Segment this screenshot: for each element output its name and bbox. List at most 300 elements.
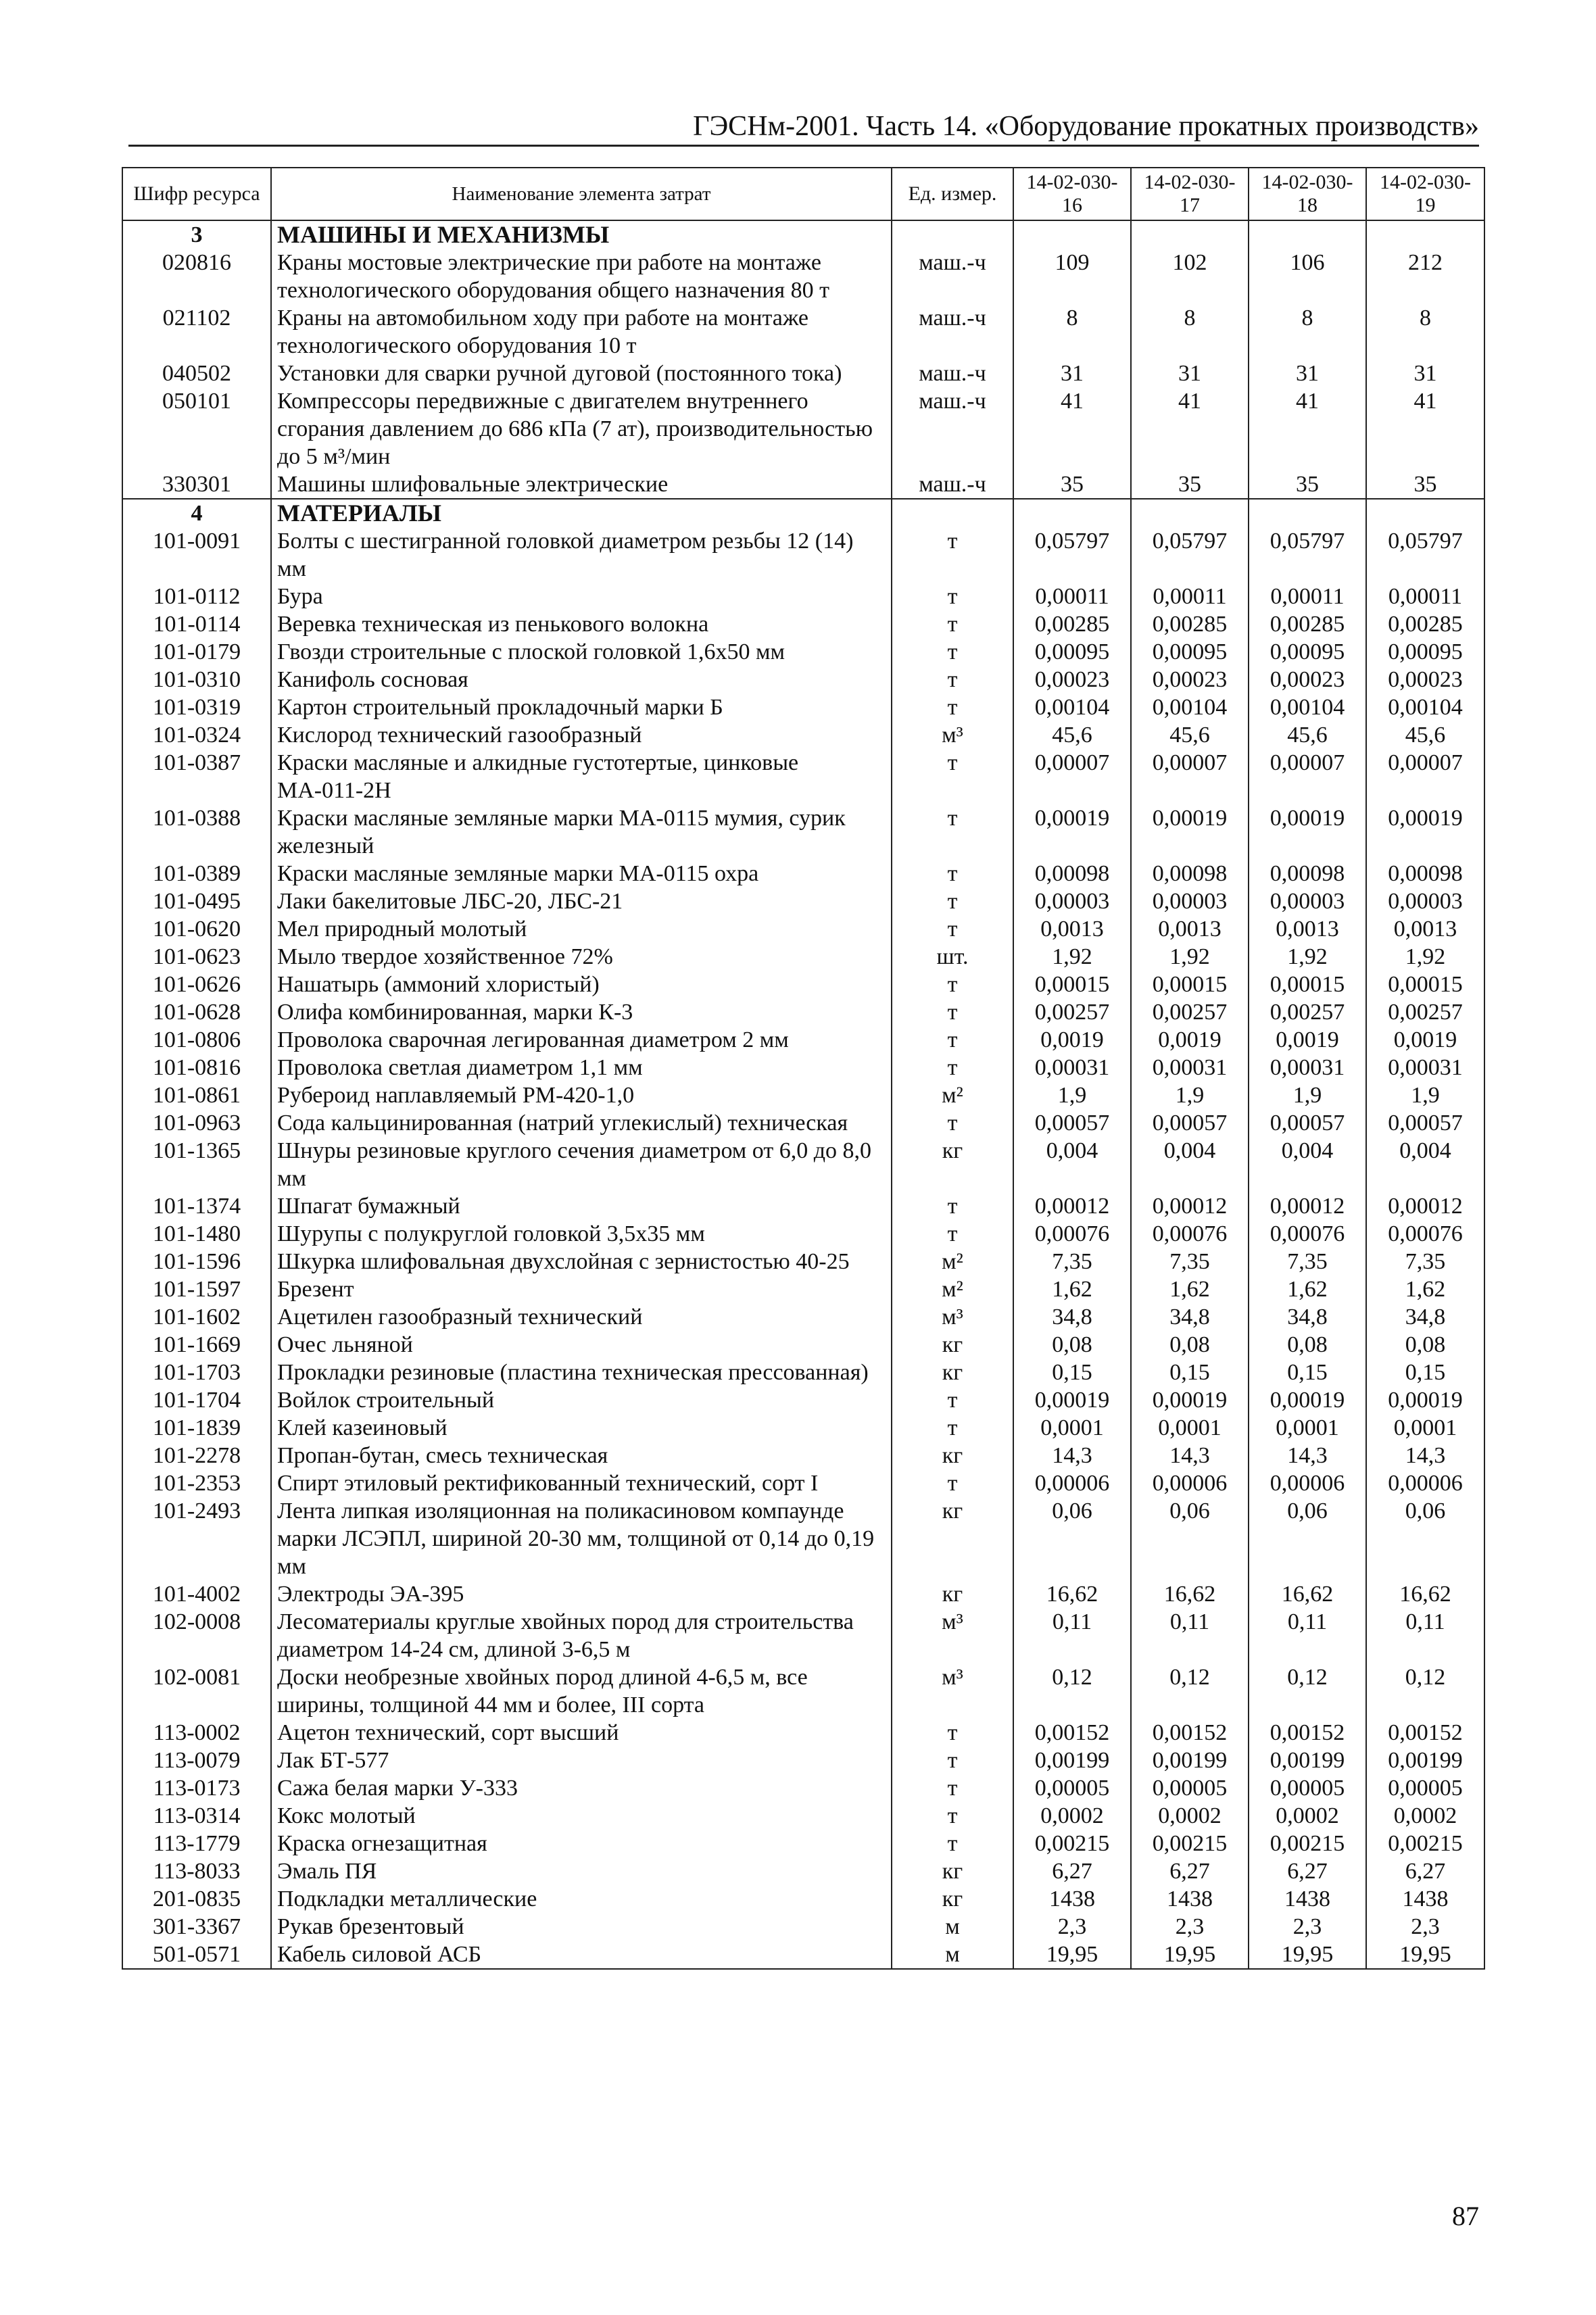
value-col2: 0,12 (1131, 1663, 1249, 1719)
section-title: МАШИНЫ И МЕХАНИЗМЫ (271, 220, 892, 249)
value-col4: 0,05797 (1366, 527, 1484, 583)
value-col1: 0,00104 (1013, 693, 1131, 721)
table-row (122, 1414, 1484, 1442)
resource-name: Ацетон технический, сорт высший (271, 1719, 892, 1747)
resource-name: Краны мостовые электрические при работе на монтаже технологического оборудования общего назначения 80 т (271, 249, 892, 304)
resource-name: Установки для сварки ручной дуговой (постоянного тока) (271, 360, 892, 387)
value-col4: 0,00007 (1366, 749, 1484, 804)
value-col3: 0,00019 (1249, 804, 1366, 860)
value-col1: 34,8 (1013, 1303, 1131, 1331)
value-col2: 0,0019 (1131, 1026, 1249, 1054)
header-name: Наименование элемента затрат (271, 168, 892, 220)
resource-name: Лента липкая изоляционная на поликасиновом компаунде марки ЛСЭПЛ, шириной 20-30 мм, толщиной от 0,14 до 0,19 мм (271, 1497, 892, 1580)
empty-cell (892, 220, 1013, 249)
table-row (122, 304, 1484, 360)
table-row (122, 693, 1484, 721)
table-row (122, 1830, 1484, 1857)
resource-code: 501-0571 (122, 1941, 271, 1969)
value-col1: 31 (1013, 360, 1131, 387)
value-col3: 41 (1249, 387, 1366, 470)
value-col4: 1438 (1366, 1885, 1484, 1913)
value-col2: 34,8 (1131, 1303, 1249, 1331)
value-col3: 0,05797 (1249, 527, 1366, 583)
table-row (122, 860, 1484, 887)
header-col3: 14-02-030-18 (1249, 168, 1366, 220)
resource-name: Прокладки резиновые (пластина техническая прессованная) (271, 1359, 892, 1386)
value-col1: 0,004 (1013, 1137, 1131, 1192)
value-col1: 0,0001 (1013, 1414, 1131, 1442)
value-col2: 19,95 (1131, 1941, 1249, 1969)
resource-code: 020816 (122, 249, 271, 304)
table-row (122, 998, 1484, 1026)
value-col4: 0,00019 (1366, 804, 1484, 860)
resource-name: Ацетилен газообразный технический (271, 1303, 892, 1331)
resource-unit: м (892, 1913, 1013, 1941)
value-col3: 0,00098 (1249, 860, 1366, 887)
value-col4: 31 (1366, 360, 1484, 387)
resource-name: Мыло твердое хозяйственное 72% (271, 943, 892, 971)
value-col2: 0,00152 (1131, 1719, 1249, 1747)
value-col2: 1,62 (1131, 1275, 1249, 1303)
value-col1: 16,62 (1013, 1580, 1131, 1608)
table-row (122, 804, 1484, 860)
value-col3: 0,00104 (1249, 693, 1366, 721)
resource-name: Олифа комбинированная, марки К-3 (271, 998, 892, 1026)
resource-name: Болты с шестигранной головкой диаметром резьбы 12 (14) мм (271, 527, 892, 583)
value-col1: 0,0002 (1013, 1802, 1131, 1830)
page-header: ГЭСНм-2001. Часть 14. «Оборудование прокатных производств» (693, 111, 1479, 142)
value-col1: 0,00098 (1013, 860, 1131, 887)
resource-code: 330301 (122, 470, 271, 499)
resource-code: 113-0314 (122, 1802, 271, 1830)
value-col4: 8 (1366, 304, 1484, 360)
resource-unit: маш.-ч (892, 387, 1013, 470)
resource-name: Канифоль сосновая (271, 666, 892, 693)
value-col3: 0,15 (1249, 1359, 1366, 1386)
value-col2: 1438 (1131, 1885, 1249, 1913)
value-col2: 0,00031 (1131, 1054, 1249, 1081)
resource-unit: т (892, 693, 1013, 721)
resource-code: 101-0114 (122, 610, 271, 638)
value-col3: 0,0019 (1249, 1026, 1366, 1054)
table-row (122, 527, 1484, 583)
resource-unit: т (892, 1774, 1013, 1802)
resource-code: 101-0179 (122, 638, 271, 666)
value-col3: 0,00057 (1249, 1109, 1366, 1137)
resource-code: 101-0806 (122, 1026, 271, 1054)
table-row (122, 1359, 1484, 1386)
resource-unit: т (892, 1469, 1013, 1497)
value-col4: 0,0001 (1366, 1414, 1484, 1442)
value-col1: 7,35 (1013, 1248, 1131, 1275)
value-col1: 109 (1013, 249, 1131, 304)
value-col3: 0,00199 (1249, 1747, 1366, 1774)
resource-name: Войлок строительный (271, 1386, 892, 1414)
resource-code: 101-2278 (122, 1442, 271, 1469)
table-row (122, 1109, 1484, 1137)
resource-code: 101-2493 (122, 1497, 271, 1580)
section-title: МАТЕРИАЛЫ (271, 499, 892, 527)
value-col2: 0,00285 (1131, 610, 1249, 638)
value-col4: 0,00098 (1366, 860, 1484, 887)
resource-name: Картон строительный прокладочный марки Б (271, 693, 892, 721)
resource-unit: шт. (892, 943, 1013, 971)
empty-cell (1131, 220, 1249, 249)
resource-code: 101-1704 (122, 1386, 271, 1414)
value-col2: 0,00019 (1131, 804, 1249, 860)
value-col2: 0,0002 (1131, 1802, 1249, 1830)
table-row (122, 1275, 1484, 1303)
value-col4: 0,00076 (1366, 1220, 1484, 1248)
value-col1: 0,00015 (1013, 971, 1131, 998)
value-col1: 0,15 (1013, 1359, 1131, 1386)
resource-unit: т (892, 915, 1013, 943)
resource-unit: т (892, 1192, 1013, 1220)
value-col1: 0,00095 (1013, 638, 1131, 666)
resource-name: Краска огнезащитная (271, 1830, 892, 1857)
value-col2: 0,00015 (1131, 971, 1249, 998)
resource-code: 101-4002 (122, 1580, 271, 1608)
value-col1: 0,00011 (1013, 583, 1131, 610)
value-col3: 0,00006 (1249, 1469, 1366, 1497)
section-number: 3 (122, 220, 271, 249)
value-col4: 0,0013 (1366, 915, 1484, 943)
resource-unit: т (892, 887, 1013, 915)
resource-unit: т (892, 1109, 1013, 1137)
resource-name: Веревка техническая из пенькового волокна (271, 610, 892, 638)
value-col1: 0,00006 (1013, 1469, 1131, 1497)
value-col2: 8 (1131, 304, 1249, 360)
resource-name: Шпагат бумажный (271, 1192, 892, 1220)
resource-unit: т (892, 804, 1013, 860)
resource-table-container (122, 167, 1485, 1970)
value-col1: 2,3 (1013, 1913, 1131, 1941)
resource-name: Лесоматериалы круглые хвойных пород для строительства диаметром 14-24 см, длиной 3-6,5 м (271, 1608, 892, 1663)
value-col3: 7,35 (1249, 1248, 1366, 1275)
value-col3: 0,08 (1249, 1331, 1366, 1359)
resource-code: 101-0495 (122, 887, 271, 915)
resource-name: Нашатырь (аммоний хлористый) (271, 971, 892, 998)
value-col3: 45,6 (1249, 721, 1366, 749)
value-col4: 16,62 (1366, 1580, 1484, 1608)
resource-name: Подкладки металлические (271, 1885, 892, 1913)
value-col2: 0,00006 (1131, 1469, 1249, 1497)
value-col4: 0,00199 (1366, 1747, 1484, 1774)
empty-cell (1131, 499, 1249, 527)
header-code: Шифр ресурса (122, 168, 271, 220)
resource-unit: т (892, 971, 1013, 998)
table-row (122, 249, 1484, 304)
resource-unit: кг (892, 1442, 1013, 1469)
resource-unit: т (892, 1414, 1013, 1442)
value-col3: 0,00003 (1249, 887, 1366, 915)
value-col3: 0,00257 (1249, 998, 1366, 1026)
resource-unit: т (892, 1802, 1013, 1830)
value-col1: 0,05797 (1013, 527, 1131, 583)
value-col2: 45,6 (1131, 721, 1249, 749)
value-col1: 0,00012 (1013, 1192, 1131, 1220)
value-col1: 0,00005 (1013, 1774, 1131, 1802)
table-row (122, 387, 1484, 470)
resource-code: 101-1480 (122, 1220, 271, 1248)
resource-name: Лаки бакелитовые ЛБС-20, ЛБС-21 (271, 887, 892, 915)
resource-name: Рукав брезентовый (271, 1913, 892, 1941)
resource-name: Эмаль ПЯ (271, 1857, 892, 1885)
value-col4: 35 (1366, 470, 1484, 499)
value-col1: 0,00076 (1013, 1220, 1131, 1248)
table-row (122, 470, 1484, 499)
table-row (122, 1303, 1484, 1331)
value-col2: 14,3 (1131, 1442, 1249, 1469)
value-col4: 0,00057 (1366, 1109, 1484, 1137)
table-row (122, 1137, 1484, 1192)
resource-code: 101-0861 (122, 1081, 271, 1109)
value-col1: 0,00003 (1013, 887, 1131, 915)
section-row (122, 220, 1484, 249)
value-col2: 102 (1131, 249, 1249, 304)
value-col3: 34,8 (1249, 1303, 1366, 1331)
resource-name: Электроды ЭА-395 (271, 1580, 892, 1608)
value-col2: 0,00011 (1131, 583, 1249, 610)
resource-name: Спирт этиловый ректификованный технический, сорт I (271, 1469, 892, 1497)
table-row (122, 1442, 1484, 1469)
value-col4: 0,00012 (1366, 1192, 1484, 1220)
resource-unit: маш.-ч (892, 360, 1013, 387)
value-col2: 41 (1131, 387, 1249, 470)
table-row (122, 1802, 1484, 1830)
table-row (122, 1469, 1484, 1497)
resource-name: Краски масляные земляные марки МА-0115 охра (271, 860, 892, 887)
value-col4: 1,9 (1366, 1081, 1484, 1109)
value-col4: 0,00003 (1366, 887, 1484, 915)
value-col2: 0,0013 (1131, 915, 1249, 943)
resource-unit: т (892, 1054, 1013, 1081)
value-col1: 0,0013 (1013, 915, 1131, 943)
value-col3: 0,00095 (1249, 638, 1366, 666)
value-col4: 0,08 (1366, 1331, 1484, 1359)
resource-unit: м² (892, 1275, 1013, 1303)
resource-code: 101-0620 (122, 915, 271, 943)
resource-code: 101-0389 (122, 860, 271, 887)
table-row (122, 1026, 1484, 1054)
resource-code: 113-1779 (122, 1830, 271, 1857)
value-col4: 0,00257 (1366, 998, 1484, 1026)
resource-code: 101-0319 (122, 693, 271, 721)
table-body (122, 220, 1484, 1969)
resource-code: 050101 (122, 387, 271, 470)
value-col2: 0,08 (1131, 1331, 1249, 1359)
resource-name: Кабель силовой АСБ (271, 1941, 892, 1969)
table-row (122, 1220, 1484, 1248)
value-col1: 6,27 (1013, 1857, 1131, 1885)
table-row (122, 1608, 1484, 1663)
resource-name: Очес льняной (271, 1331, 892, 1359)
value-col1: 1,62 (1013, 1275, 1131, 1303)
value-col4: 1,62 (1366, 1275, 1484, 1303)
resource-name: Проволока сварочная легированная диаметром 2 мм (271, 1026, 892, 1054)
page-number: 87 (1452, 2201, 1479, 2231)
value-col2: 31 (1131, 360, 1249, 387)
value-col2: 0,00098 (1131, 860, 1249, 887)
value-col4: 0,00104 (1366, 693, 1484, 721)
resource-code: 101-1669 (122, 1331, 271, 1359)
value-col3: 1438 (1249, 1885, 1366, 1913)
table-row (122, 943, 1484, 971)
value-col1: 0,00031 (1013, 1054, 1131, 1081)
value-col4: 0,00023 (1366, 666, 1484, 693)
table-row (122, 887, 1484, 915)
resource-unit: т (892, 583, 1013, 610)
value-col1: 0,00199 (1013, 1747, 1131, 1774)
table-row (122, 1192, 1484, 1220)
value-col4: 14,3 (1366, 1442, 1484, 1469)
resource-code: 101-0324 (122, 721, 271, 749)
resource-code: 113-8033 (122, 1857, 271, 1885)
resource-code: 021102 (122, 304, 271, 360)
resource-name: Гвозди строительные с плоской головкой 1,6х50 мм (271, 638, 892, 666)
resource-unit: т (892, 860, 1013, 887)
value-col3: 0,06 (1249, 1497, 1366, 1580)
table-row (122, 1719, 1484, 1747)
value-col2: 0,00057 (1131, 1109, 1249, 1137)
value-col4: 0,00006 (1366, 1469, 1484, 1497)
value-col1: 35 (1013, 470, 1131, 499)
value-col1: 0,11 (1013, 1608, 1131, 1663)
value-col4: 212 (1366, 249, 1484, 304)
value-col2: 7,35 (1131, 1248, 1249, 1275)
table-row (122, 1497, 1484, 1580)
value-col2: 0,00257 (1131, 998, 1249, 1026)
resource-code: 113-0002 (122, 1719, 271, 1747)
resource-code: 113-0079 (122, 1747, 271, 1774)
value-col2: 0,0001 (1131, 1414, 1249, 1442)
resource-code: 101-1703 (122, 1359, 271, 1386)
value-col1: 0,06 (1013, 1497, 1131, 1580)
value-col4: 6,27 (1366, 1857, 1484, 1885)
value-col3: 0,0001 (1249, 1414, 1366, 1442)
section-row (122, 499, 1484, 527)
value-col2: 0,00076 (1131, 1220, 1249, 1248)
resource-name: Краски масляные земляные марки МА-0115 мумия, сурик железный (271, 804, 892, 860)
resource-unit: т (892, 998, 1013, 1026)
resource-name: Шнуры резиновые круглого сечения диаметром от 6,0 до 8,0 мм (271, 1137, 892, 1192)
value-col2: 6,27 (1131, 1857, 1249, 1885)
resource-unit: маш.-ч (892, 304, 1013, 360)
value-col4: 0,00015 (1366, 971, 1484, 998)
resource-unit: т (892, 1719, 1013, 1747)
resource-name: Кокс молотый (271, 1802, 892, 1830)
table-row (122, 1885, 1484, 1913)
value-col1: 0,00257 (1013, 998, 1131, 1026)
value-col1: 19,95 (1013, 1941, 1131, 1969)
table-header-row (122, 168, 1484, 220)
value-col4: 0,00005 (1366, 1774, 1484, 1802)
value-col1: 0,12 (1013, 1663, 1131, 1719)
value-col1: 1438 (1013, 1885, 1131, 1913)
value-col4: 41 (1366, 387, 1484, 470)
resource-unit: т (892, 527, 1013, 583)
empty-cell (1249, 220, 1366, 249)
value-col1: 0,00007 (1013, 749, 1131, 804)
value-col4: 0,004 (1366, 1137, 1484, 1192)
resource-code: 101-1596 (122, 1248, 271, 1275)
value-col3: 0,00285 (1249, 610, 1366, 638)
value-col3: 0,12 (1249, 1663, 1366, 1719)
table-row (122, 1941, 1484, 1969)
value-col3: 0,00015 (1249, 971, 1366, 998)
value-col4: 7,35 (1366, 1248, 1484, 1275)
table-row (122, 1331, 1484, 1359)
value-col3: 1,62 (1249, 1275, 1366, 1303)
resource-unit: м² (892, 1248, 1013, 1275)
value-col3: 0,00012 (1249, 1192, 1366, 1220)
value-col4: 45,6 (1366, 721, 1484, 749)
value-col3: 31 (1249, 360, 1366, 387)
value-col4: 0,06 (1366, 1497, 1484, 1580)
resource-unit: т (892, 1747, 1013, 1774)
value-col3: 0,00005 (1249, 1774, 1366, 1802)
resource-code: 101-0816 (122, 1054, 271, 1081)
value-col3: 0,00031 (1249, 1054, 1366, 1081)
table-row (122, 583, 1484, 610)
value-col1: 0,00215 (1013, 1830, 1131, 1857)
value-col3: 14,3 (1249, 1442, 1366, 1469)
value-col4: 0,00152 (1366, 1719, 1484, 1747)
value-col4: 0,00095 (1366, 638, 1484, 666)
table-row (122, 1386, 1484, 1414)
empty-cell (1249, 499, 1366, 527)
resource-unit: кг (892, 1857, 1013, 1885)
resource-name: Пропан-бутан, смесь техническая (271, 1442, 892, 1469)
resource-unit: м³ (892, 1303, 1013, 1331)
resource-code: 101-1597 (122, 1275, 271, 1303)
empty-cell (1366, 220, 1484, 249)
value-col3: 0,00023 (1249, 666, 1366, 693)
value-col2: 0,00199 (1131, 1747, 1249, 1774)
empty-cell (1366, 499, 1484, 527)
value-col3: 0,00152 (1249, 1719, 1366, 1747)
value-col3: 0,00215 (1249, 1830, 1366, 1857)
resource-name: Машины шлифовальные электрические (271, 470, 892, 499)
value-col4: 0,15 (1366, 1359, 1484, 1386)
value-col4: 0,11 (1366, 1608, 1484, 1663)
value-col4: 34,8 (1366, 1303, 1484, 1331)
resource-unit: кг (892, 1137, 1013, 1192)
resource-name: Краны на автомобильном ходу при работе на монтаже технологического оборудования 10 т (271, 304, 892, 360)
value-col2: 0,00012 (1131, 1192, 1249, 1220)
resource-unit: т (892, 638, 1013, 666)
value-col4: 0,00215 (1366, 1830, 1484, 1857)
table-row (122, 749, 1484, 804)
resource-code: 101-0628 (122, 998, 271, 1026)
value-col2: 1,9 (1131, 1081, 1249, 1109)
resource-unit: кг (892, 1885, 1013, 1913)
value-col2: 2,3 (1131, 1913, 1249, 1941)
resource-name: Бура (271, 583, 892, 610)
value-col3: 0,0002 (1249, 1802, 1366, 1830)
value-col3: 1,9 (1249, 1081, 1366, 1109)
resource-name: Краски масляные и алкидные густотертые, цинковые МА-011-2Н (271, 749, 892, 804)
value-col3: 8 (1249, 304, 1366, 360)
resource-unit: кг (892, 1359, 1013, 1386)
value-col3: 0,00076 (1249, 1220, 1366, 1248)
table-row (122, 1081, 1484, 1109)
resource-name: Брезент (271, 1275, 892, 1303)
table-row (122, 1580, 1484, 1608)
value-col2: 0,00104 (1131, 693, 1249, 721)
value-col4: 0,00285 (1366, 610, 1484, 638)
resource-name: Доски необрезные хвойных пород длиной 4-6,5 м, все ширины, толщиной 44 мм и более, III сорта (271, 1663, 892, 1719)
